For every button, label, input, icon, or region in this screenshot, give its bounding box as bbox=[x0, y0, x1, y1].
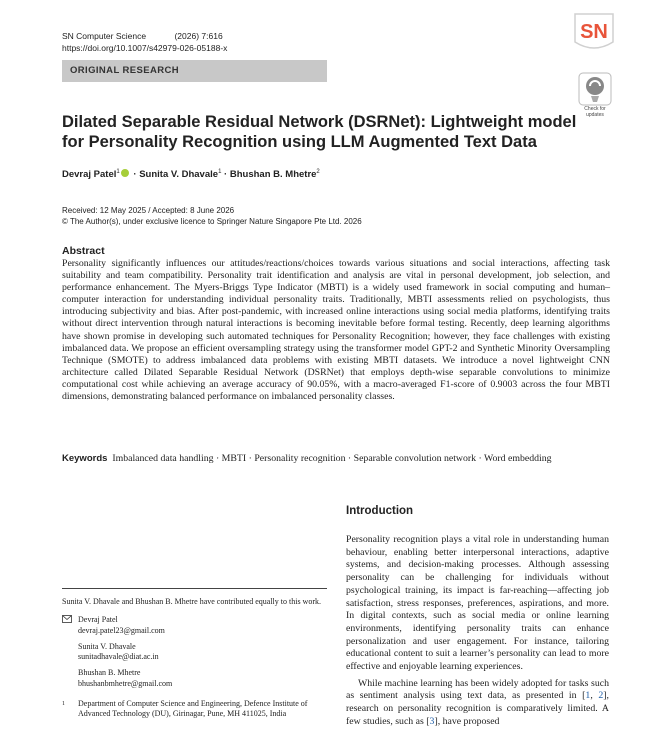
intro-paragraph: Personality recognition plays a vital role in understanding human behaviour, enabling better interpersonal interactions, adaptive systems, and decision-making processes. Although assessing personality can be challenging for individuals without psychological training, its impact is far-reaching—affecting job satisfaction, stress responses, preferences, aspirations, and more. In digital contexts, such as social media or online learning environments, identifying personality traits can enhance personalization and user engagement. For instance, tailoring educational content to suit a learner’s personality can lead to more effective and enjoyable learning experiences. bbox=[346, 534, 609, 673]
contact-email[interactable]: devraj.patel23@gmail.com bbox=[78, 625, 165, 635]
sn-logo-text: SN bbox=[580, 21, 608, 43]
section-label: ORIGINAL RESEARCH bbox=[70, 65, 180, 76]
contact-name: Sunita V. Dhavale bbox=[78, 641, 136, 651]
intro-paragraph: While machine learning has been widely adopted for tasks such as sentiment analysis using text data, as presented in [1, 2], research on personality recognition is comparatively limited. A few studies, such as [3], have proposed bbox=[346, 677, 609, 727]
check-updates-label: Check for updates bbox=[584, 106, 606, 118]
contact-name: Bhushan B. Mhetre bbox=[78, 668, 141, 678]
author-affil: 1 bbox=[218, 169, 222, 175]
author-list bbox=[62, 169, 320, 180]
citation-link[interactable]: 3 bbox=[429, 715, 435, 727]
envelope-icon bbox=[62, 615, 72, 626]
author-separator: · bbox=[221, 169, 230, 181]
author-separator: · bbox=[130, 169, 140, 181]
section-label-bar bbox=[62, 60, 327, 82]
contact-email[interactable]: bhushanbmhetre@gmail.com bbox=[78, 678, 173, 688]
journal-name: SN Computer Science bbox=[62, 31, 147, 41]
publication-dates bbox=[62, 205, 362, 227]
footnote-divider bbox=[62, 588, 327, 589]
copyright: © The Author(s), under exclusive licence to Springer Nature Singapore Pte Ltd. 2026 bbox=[62, 217, 362, 226]
footnotes bbox=[62, 597, 327, 720]
orcid-icon[interactable] bbox=[121, 169, 129, 177]
affiliation-text: Department of Computer Science and Engineering, Defence Institute of Advanced Technology (DU), Girinagar, Pune, MH 411025, India bbox=[78, 699, 308, 719]
check-for-updates-button[interactable] bbox=[578, 72, 612, 106]
sn-logo bbox=[572, 12, 616, 52]
contribution-note: Sunita V. Dhavale and Bhushan B. Mhetre have contributed equally to this work. bbox=[62, 597, 321, 606]
abstract-heading: Abstract bbox=[62, 245, 105, 257]
keywords bbox=[62, 453, 610, 465]
affiliation bbox=[62, 699, 327, 720]
introduction-body bbox=[346, 534, 609, 729]
received-accepted: Received: 12 May 2025 / Accepted: 8 June 2026 bbox=[62, 206, 235, 215]
journal-header bbox=[62, 30, 227, 54]
doi-link[interactable]: https://doi.org/10.1007/s42979-026-05188-x bbox=[62, 43, 228, 53]
affiliation-number: 1 bbox=[62, 701, 65, 708]
keywords-text: Imbalanced data handling · MBTI · Personality recognition · Separable convolution network · Word embedding bbox=[112, 453, 552, 464]
author-name[interactable]: Sunita V. Dhavale bbox=[139, 169, 219, 181]
author-affil: 1 bbox=[116, 169, 120, 175]
contact-email[interactable]: sunitadhavale@diat.ac.in bbox=[78, 652, 159, 662]
abstract-text: Personality significantly influences our attitudes/reactions/choices towards various situations and social interactions, affecting task suitability and team compatibility. Personality trait identification and analysis are vital in personal development, job selection, and performance enhancement. The Myers-Briggs Type Indicator (MBTI) is a widely used framework in social computing and human–computer interaction for understanding individual personality traits. Traditionally, MBTI assessments relied on psychologists, thus introducing subjectivity and bias. After post-pandemic, with increased online interactions using social media platforms, identifying traits without direct intervention through natural interactions is becoming inevitable before formal testing. Recently, deep learning algorithms have shown promise in developing such automated techniques for Personality Recognition; however, they face challenges with existing imbalanced data. We propose an efficient oversampling strategy using the transformer model GPT-2 and Synthetic Minority Oversampling Technique (SMOTE) to address imbalanced data problems with existing MBTI datasets. We introduce a novel lightweight CNN architecture called Dilated Separable Residual Network (DSRNet) that employs depth-wise separable convolutions to minimize computational cost while achieving an average accuracy of 90.05%, with a macro-averaged F1-score of 0.9003 across the four MBTI dimensions, demonstrating balanced performance on imbalanced personality classes. bbox=[62, 258, 610, 403]
contact-name: Devraj Patel bbox=[78, 615, 118, 625]
citation-link[interactable]: 1 bbox=[585, 690, 591, 702]
contact-list bbox=[62, 615, 327, 689]
check-updates-icon bbox=[578, 72, 612, 106]
citation-link[interactable]: 2 bbox=[598, 690, 604, 702]
keywords-label: Keywords bbox=[62, 453, 108, 464]
author-name[interactable]: Bhushan B. Mhetre bbox=[229, 169, 317, 181]
author-affil: 2 bbox=[316, 169, 320, 175]
introduction-heading: Introduction bbox=[346, 505, 414, 517]
sn-logo-icon bbox=[572, 12, 616, 52]
author-name[interactable]: Devraj Patel bbox=[62, 169, 117, 181]
journal-volume: (2026) 7:616 bbox=[174, 31, 223, 41]
paper-title: Dilated Separable Residual Network (DSRNet): Lightweight model for Personality Recognition using LLM Augmented Text Data bbox=[62, 113, 577, 151]
